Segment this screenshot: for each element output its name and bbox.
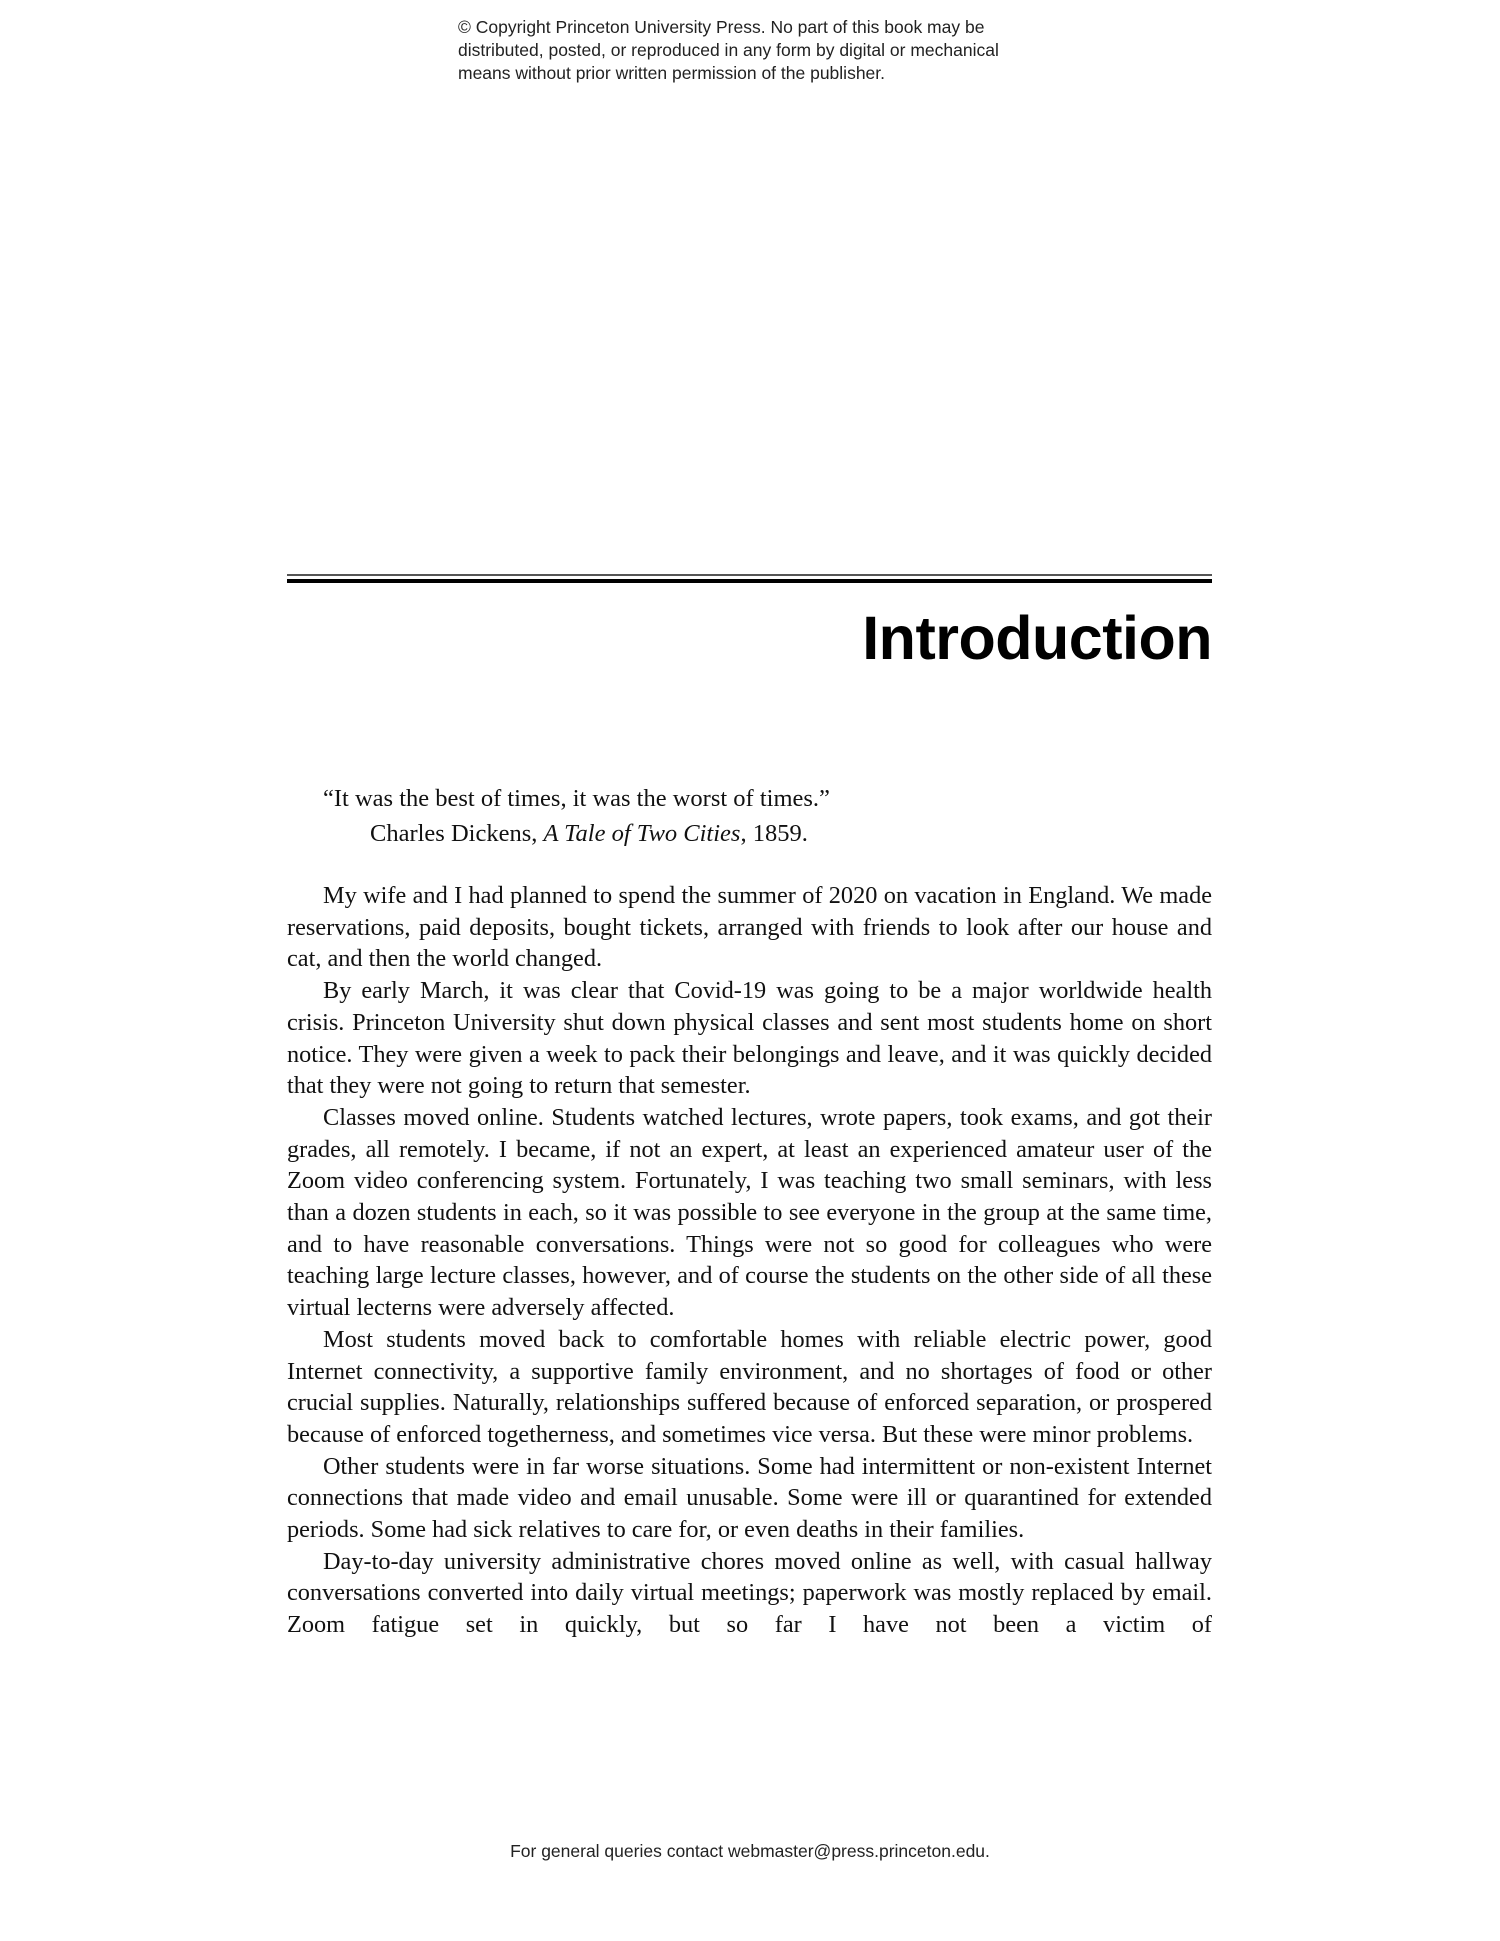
copyright-line: distributed, posted, or reproduced in any form by digital or mechanical: [458, 40, 999, 60]
paragraph: By early March, it was clear that Covid-19 was going to be a major worldwide health crisis. Princeton University shut down physical classes and sent most students home on short notice. They were given a week to pack their belongings and leave, and it was quickly decided that they were not going to return that semester.: [287, 977, 1212, 1100]
epigraph: [323, 781, 830, 851]
body-text: [287, 880, 1212, 1641]
copyright-line: means without prior written permission of the publisher.: [458, 63, 886, 83]
copyright-line: © Copyright Princeton University Press. No part of this book may be: [458, 17, 985, 37]
footer-contact: For general queries contact webmaster@press.princeton.edu.: [510, 1841, 990, 1861]
epigraph-quote: “It was the best of times, it was the worst of times.”: [323, 785, 830, 812]
epigraph-attribution: [323, 816, 830, 851]
epigraph-author: Charles Dickens,: [370, 820, 544, 847]
paragraph: Most students moved back to comfortable homes with reliable electric power, good Internet connectivity, a supportive family environment, and no shortages of food or other crucial supplies. Naturally, relationships suffered because of enforced separation, or prospered because of enforced togetherness, and sometimes vice versa. But these were minor problems.: [287, 1325, 1212, 1448]
chapter-title: Introduction: [862, 604, 1212, 672]
chapter-rule-thin: [287, 574, 1212, 576]
paragraph: Day-to-day university administrative chores moved online as well, with casual hallway conversations converted into daily virtual meetings; paperwork was mostly replaced by email. Zoom fatigue set in quickly, but so far I have not been a victim of: [287, 1547, 1212, 1639]
paragraph: Classes moved online. Students watched lectures, wrote papers, took exams, and got their grades, all remotely. I became, if not an expert, at least an experienced amateur user of the Zoom video conferencing system. Fortunately, I was teaching two small seminars, with less than a dozen students in each, so it was possible to see everyone in the group at the same time, and to have reasonable conversations. Things were not so good for colleagues who were teaching large lecture classes, however, and of course the students on the other side of all these virtual lecterns were adversely affected.: [287, 1103, 1212, 1322]
epigraph-year: , 1859.: [740, 820, 808, 847]
paragraph: My wife and I had planned to spend the summer of 2020 on vacation in England. We made reservations, paid deposits, bought tickets, arranged with friends to look after our house and cat, and then the world changed.: [287, 882, 1212, 973]
chapter-rule-thick: [287, 579, 1212, 583]
epigraph-work-title: A Tale of Two Cities: [543, 820, 741, 847]
paragraph: Other students were in far worse situations. Some had intermittent or non-existent Internet connections that made video and email unusable. Some were ill or quarantined for extended periods. Some had sick relatives to care for, or even deaths in their families.: [287, 1452, 1212, 1544]
copyright-notice: [458, 16, 1078, 85]
